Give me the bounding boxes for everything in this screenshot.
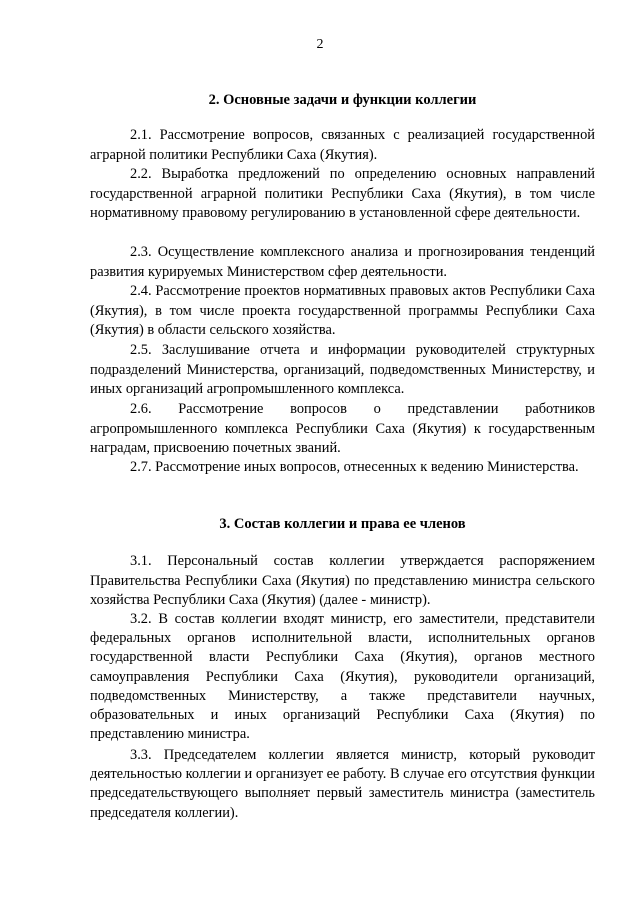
item-2-1: 2.1. Рассмотрение вопросов, связанных с реализацией государственной аграрной политики Республики Саха (Якутия). (90, 127, 595, 163)
item-2-7: 2.7. Рассмотрение иных вопросов, отнесенных к ведению Министерства. (130, 459, 579, 475)
item-3-3: 3.3. Председателем коллегии является министр, который руководит деятельностью коллегии и организует ее работу. В случае его отсутствия функции председательствующего выполняет первый заместитель министра (заместитель председателя коллегии). (90, 747, 595, 821)
item-3-2: 3.2. В состав коллегии входят министр, его заместители, представители федеральных органов исполнительной власти, исполнительных органов государственной власти Республики Саха (Якутия), органов местного самоуправления Республики Саха (Якутия), руководители организаций, подведомственных Министерству, а также представители научных, образовательных и иных организаций Республики Саха (Якутия) по представлению министра. (90, 611, 595, 743)
item-3-1: 3.1. Персональный состав коллегии утверждается распоряжением Правительства Республики Саха (Якутия) по представлению министра сельского хозяйства Республики Саха (Якутия) (далее - министр). (90, 553, 595, 608)
section-2-heading: 2. Основные задачи и функции коллегии (208, 92, 477, 108)
item-2-5: 2.5. Заслушивание отчета и информации руководителей структурных подразделений Министерства, организаций, подведомственных Министерству, и иных организаций агропромышленного комплекса. (90, 342, 595, 397)
item-2-6: 2.6. Рассмотрение вопросов о представлении работников агропромышленного комплекса Республики Саха (Якутия) к государственным наградам, присвоению почетных званий. (90, 401, 595, 456)
item-2-4: 2.4. Рассмотрение проектов нормативных правовых актов Республики Саха (Якутия), в том числе проекта государственной программы Республики Саха (Якутия) в области сельского хозяйства. (90, 283, 595, 338)
item-2-2: 2.2. Выработка предложений по определению основных направлений государственной аграрной политики Республики Саха (Якутия), в том числе нормативному правовому регулированию в установленной сфере деятельности. (90, 166, 595, 221)
item-2-3: 2.3. Осуществление комплексного анализа и прогнозирования тенденций развития курируемых Министерством сфер деятельности. (90, 244, 595, 280)
page-number: 2 (316, 37, 324, 52)
section-3-heading: 3. Состав коллегии и права ее членов (219, 516, 466, 532)
